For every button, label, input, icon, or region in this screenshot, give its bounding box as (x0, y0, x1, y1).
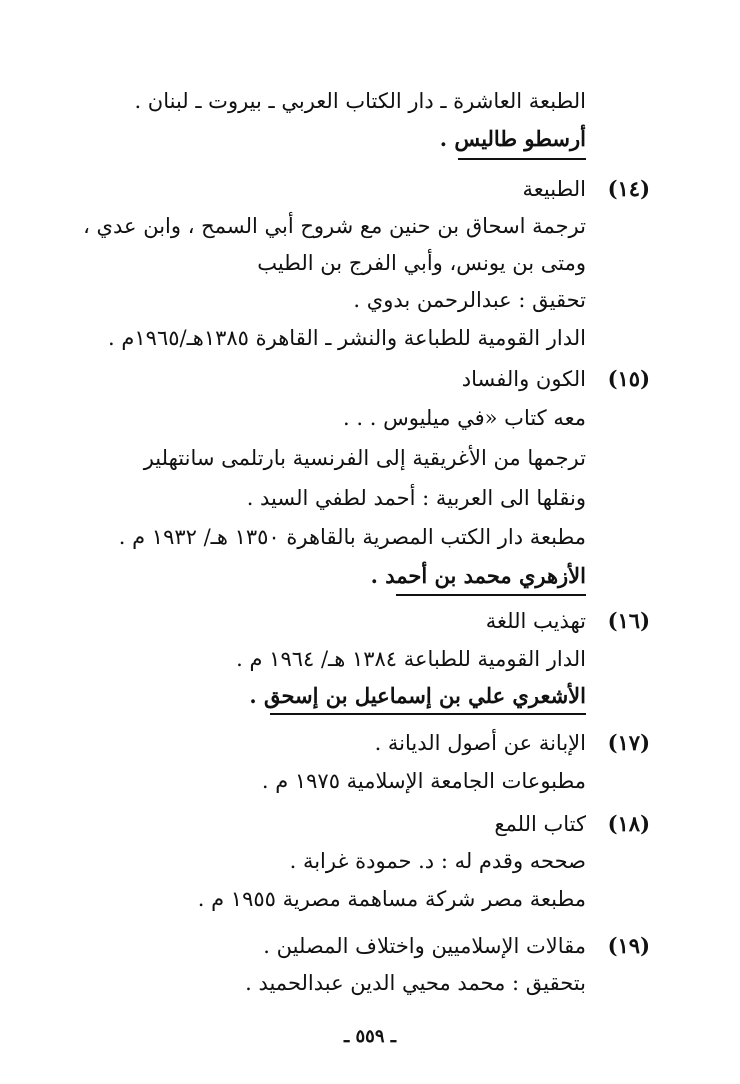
text-line: ترجمها من الأغريقية إلى الفرنسية بارتلمى سانتهلير (143, 446, 586, 470)
text-line: بتحقيق : محمد محيي الدين عبدالحميد . (245, 971, 586, 995)
entry-number: (١٦) (607, 608, 650, 633)
text-line: معه كتاب «في ميليوس . . . (343, 406, 586, 430)
entry-number: (١٨) (607, 811, 650, 836)
text-line: ومتى بن يونس، وأبي الفرج بن الطيب (257, 251, 586, 275)
entry-title: كتاب اللمع (494, 812, 586, 836)
entry-title: الإبانة عن أصول الديانة . (374, 731, 586, 755)
author-underline (270, 713, 586, 715)
entry-title: تهذيب اللغة (485, 609, 586, 633)
text-line: تحقيق : عبدالرحمن بدوي . (353, 288, 586, 312)
text-line: مطبوعات الجامعة الإسلامية ١٩٧٥ م . (261, 769, 586, 793)
text-line: مطبعة مصر شركة مساهمة مصرية ١٩٥٥ م . (197, 887, 586, 911)
text-line: الطبعة العاشرة ـ دار الكتاب العربي ـ بيروت ـ لبنان . (134, 89, 586, 113)
entry-title: الطبيعة (522, 177, 586, 201)
author-underline (458, 158, 586, 160)
text-line: ترجمة اسحاق بن حنين مع شروح أبي السمح ، وابن عدي ، (83, 214, 586, 238)
author-heading: الأزهري محمد بن أحمد . (370, 563, 586, 588)
text-line: الدار القومية للطباعة والنشر ـ القاهرة ١٣٨٥هـ/١٩٦٥م . (108, 326, 586, 350)
entry-number: (١٩) (607, 933, 650, 958)
entry-number: (١٥) (607, 366, 650, 391)
author-heading: الأشعري علي بن إسماعيل بن إسحق . (249, 683, 586, 708)
text-line: ونقلها الى العربية : أحمد لطفي السيد . (246, 486, 586, 510)
text-line: الدار القومية للطباعة ١٣٨٤ هـ/ ١٩٦٤ م . (236, 647, 586, 671)
entry-title: مقالات الإسلاميين واختلاف المصلين . (263, 934, 586, 958)
author-underline (396, 594, 586, 596)
author-heading: أرسطو طاليس . (439, 126, 586, 151)
text-line: صححه وقدم له : د. حمودة غرابة . (289, 849, 586, 873)
entry-title: الكون والفساد (461, 367, 586, 391)
entry-number: (١٧) (607, 730, 650, 755)
text-line: مطبعة دار الكتب المصرية بالقاهرة ١٣٥٠ هـ/ ١٩٣٢ م . (118, 525, 586, 549)
entry-number: (١٤) (607, 176, 650, 201)
page-number: ـ ٥٥٩ ـ (343, 1026, 397, 1047)
